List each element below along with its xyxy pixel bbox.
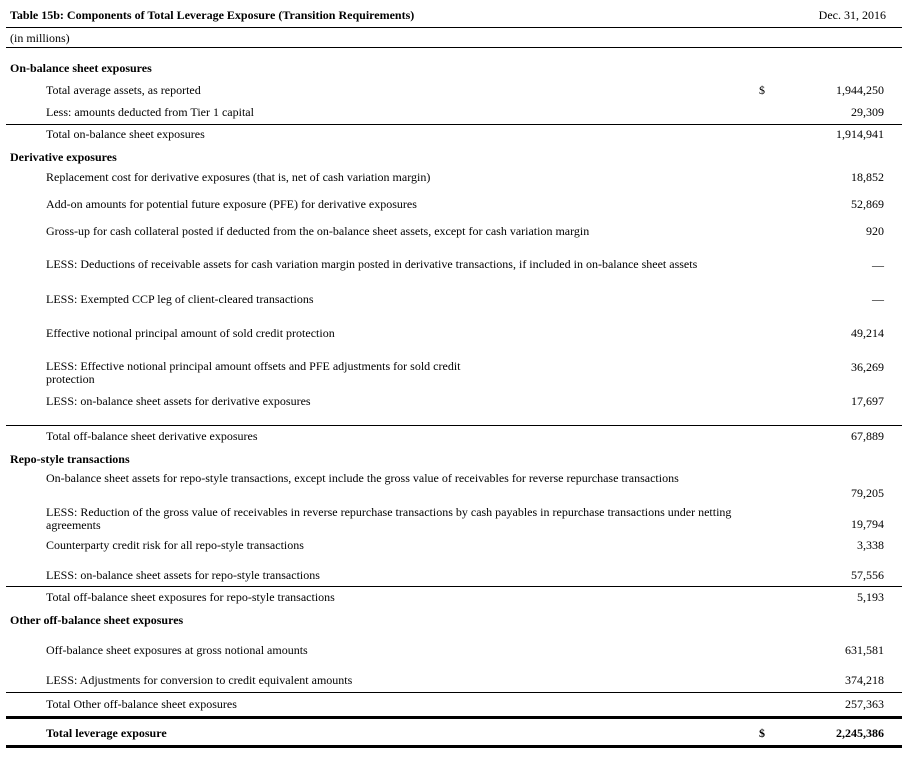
row-label: Total average assets, as reported (46, 83, 201, 97)
row-value: 19,794 (851, 517, 884, 531)
row-label: LESS: on-balance sheet assets for derivative exposures (46, 394, 311, 408)
row-value: 36,269 (851, 360, 884, 374)
row-label: LESS: Exempted CCP leg of client-cleared transactions (46, 292, 314, 306)
section-heading-repo: Repo-style transactions (10, 452, 130, 466)
column-date-header: Dec. 31, 2016 (818, 8, 886, 22)
row-value: 3,338 (857, 538, 884, 552)
row-value-subtotal: 67,889 (851, 429, 884, 443)
row-value: 631,581 (845, 643, 884, 657)
currency-symbol: $ (759, 83, 765, 97)
total-rule-top (6, 716, 902, 719)
row-label-subtotal: Total Other off-balance sheet exposures (46, 697, 237, 711)
row-label: Counterparty credit risk for all repo-style transactions (46, 538, 304, 552)
row-label: Replacement cost for derivative exposures (that is, net of cash variation margin) (46, 170, 431, 184)
row-value-subtotal: 1,914,941 (836, 127, 884, 141)
subtotal-rule (6, 425, 902, 426)
row-value-subtotal: 257,363 (845, 697, 884, 711)
row-label: LESS: on-balance sheet assets for repo-style transactions (46, 568, 320, 582)
row-label: LESS: Reduction of the gross value of receivables in reverse repurchase transactions by cash payables in repurchase transactions under netting agreements (46, 505, 732, 532)
row-label: On-balance sheet assets for repo-style transactions, except include the gross value of receivables for reverse repurchase transactions (46, 471, 679, 485)
total-currency-symbol: $ (759, 726, 765, 740)
row-value: 1,944,250 (836, 83, 884, 97)
row-value: 920 (866, 224, 884, 238)
subtotal-rule (6, 692, 902, 693)
row-value: 374,218 (845, 673, 884, 687)
units-divider (6, 47, 902, 48)
row-label: LESS: Effective notional principal amount offsets and PFE adjustments for sold credit protection (46, 359, 461, 386)
row-label-subtotal: Total on-balance sheet exposures (46, 127, 205, 141)
row-value-subtotal: 5,193 (857, 590, 884, 604)
row-label: Gross-up for cash collateral posted if deducted from the on-balance sheet assets, except for cash variation margin (46, 224, 590, 238)
table-title: Table 15b: Components of Total Leverage Exposure (Transition Requirements) (10, 8, 415, 22)
section-heading-other: Other off-balance sheet exposures (10, 613, 184, 627)
row-value: 17,697 (851, 394, 884, 408)
row-value: 79,205 (851, 486, 884, 500)
row-label: Off-balance sheet exposures at gross notional amounts (46, 643, 308, 657)
header-divider (6, 27, 902, 28)
row-value: — (872, 292, 884, 306)
row-value: 49,214 (851, 326, 884, 340)
row-value: 52,869 (851, 197, 884, 211)
row-label: Add-on amounts for potential future exposure (PFE) for derivative exposures (46, 197, 417, 211)
row-value: 18,852 (851, 170, 884, 184)
row-label: Less: amounts deducted from Tier 1 capital (46, 105, 254, 119)
row-value: 29,309 (851, 105, 884, 119)
row-label: LESS: Adjustments for conversion to credit equivalent amounts (46, 673, 353, 687)
section-heading-derivative: Derivative exposures (10, 150, 117, 164)
subtotal-rule (6, 124, 902, 125)
section-heading-on-balance: On-balance sheet exposures (10, 61, 152, 75)
subtotal-rule (6, 586, 902, 587)
total-value: 2,245,386 (836, 726, 884, 740)
row-label-subtotal: Total off-balance sheet exposures for repo-style transactions (46, 590, 335, 604)
units-label: (in millions) (10, 31, 70, 45)
row-label-subtotal: Total off-balance sheet derivative exposures (46, 429, 258, 443)
row-value: — (872, 258, 884, 272)
row-value: 57,556 (851, 568, 884, 582)
total-label: Total leverage exposure (46, 726, 167, 740)
total-rule-bottom (6, 745, 902, 748)
row-label: LESS: Deductions of receivable assets for cash variation margin posted in derivative transactions, if included in on-balance sheet assets (46, 257, 698, 271)
row-label: Effective notional principal amount of sold credit protection (46, 326, 335, 340)
